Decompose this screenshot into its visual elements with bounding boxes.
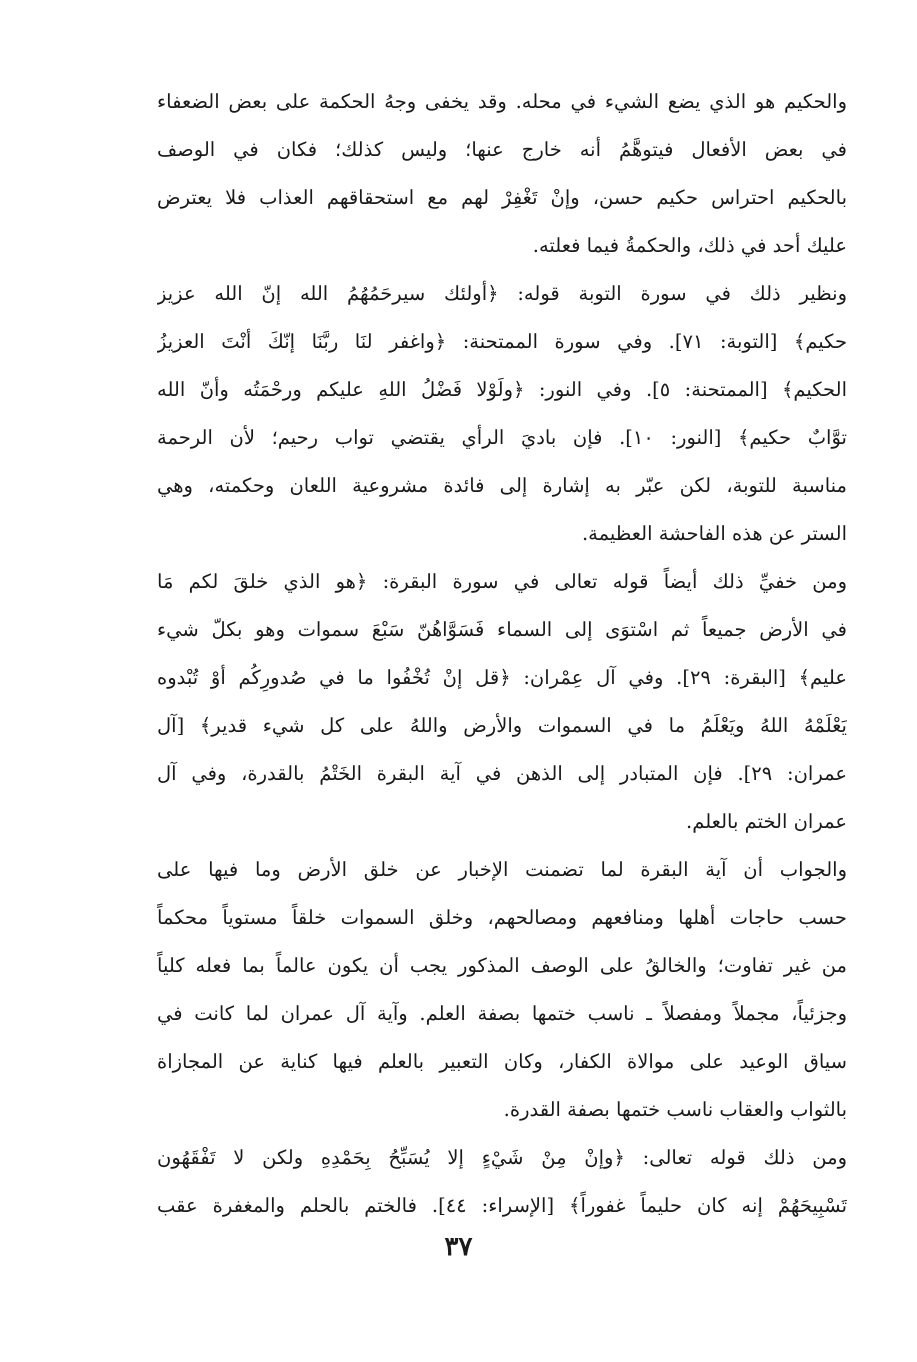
text-line: الستر عن هذه الفاحشة العظيمة. xyxy=(581,522,847,545)
paragraph-baqara-example xyxy=(157,558,847,846)
paragraph-tawba-example xyxy=(157,270,847,558)
text-line: وجزئياً، مجملاً ومفصلاً ـ ناسب ختمها بصفة العلم. وآية آل عمران لما كانت في xyxy=(157,1002,847,1025)
paragraph-answer xyxy=(157,846,847,1134)
text-line: حسب حاجات أهلها ومنافعهم ومصالحهم، وخلق السموات خلقاً مستوياً محكماً xyxy=(157,906,847,929)
text-line: بالحكيم احتراس حكيم حسن، وإنْ تَغْفِرْ لهم مع استحقاقهم العذاب فلا يعترض xyxy=(157,186,847,209)
text-line: مناسبة للتوبة، لكن عبّر به إشارة إلى فائدة مشروعية اللعان وحكمته، وهي xyxy=(157,474,847,497)
text-line: تَسْبِيحَهُمْ إنه كان حليماً غفوراً﴾ [الإسراء: ٤٤]. فالختم بالحلم والمغفرة عقب xyxy=(157,1194,847,1217)
text-line: في بعض الأفعال فيتوهَّمُ أنه خارج عنها؛ وليس كذلك؛ فكان في الوصف xyxy=(157,138,847,161)
text-line: سياق الوعيد على موالاة الكفار، وكان التعبير بالعلم فيها كناية عن المجازاة xyxy=(157,1050,847,1073)
text-line: ومن ذلك قوله تعالى: ﴿وإنْ مِنْ شَيْءٍ إلا يُسَبِّحُ بِحَمْدِهِ ولكن لا تَفْقَهُون xyxy=(157,1146,847,1169)
text-line: والحكيم هو الذي يضع الشيء في محله. وقد يخفى وجهُ الحكمة على بعض الضعفاء xyxy=(157,90,847,113)
text-line: الحكيم﴾ [الممتحنة: ٥]. وفي النور: ﴿ولَوْلا فَضْلُ اللهِ عليكم ورحْمَتُه وأنّ الله xyxy=(157,378,847,401)
text-line: بالثواب والعقاب ناسب ختمها بصفة القدرة. xyxy=(503,1098,847,1121)
text-line: عليك أحد في ذلك، والحكمةُ فيما فعلته. xyxy=(532,234,847,257)
text-line: يَعْلَمْهُ اللهُ ويَعْلَمُ ما في السموات والأرض واللهُ على كل شيء قدير﴾ [آل xyxy=(157,714,847,737)
paragraph-wise-one xyxy=(157,78,847,270)
text-line: عمران الختم بالعلم. xyxy=(686,810,847,833)
paragraph-isra-example xyxy=(157,1134,847,1230)
text-line: حكيم﴾ [التوبة: ٧١]. وفي سورة الممتحنة: ﴿واغفر لنَا ربَّنَا إنّكَ أنْتَ العزيزُ xyxy=(157,330,847,353)
text-line: عمران: ٢٩]. فإن المتبادر إلى الذهن في آية البقرة الخَتْمُ بالقدرة، وفي آل xyxy=(157,762,847,785)
text-line: عليم﴾ [البقرة: ٢٩]. وفي آل عِمْران: ﴿قل إنْ تُخْفُوا ما في صُدورِكُم أوْ تُبْدوه xyxy=(157,666,847,689)
page-number: ٣٧ xyxy=(444,1232,473,1262)
text-line: ونظير ذلك في سورة التوبة قوله: ﴿أولئك سيرحَمُهُمُ الله إنّ الله عزيز xyxy=(157,282,847,305)
text-line: توَّابٌ حكيم﴾ [النور: ١٠]. فإن باديَ الرأي يقتضي تواب رحيم؛ لأن الرحمة xyxy=(157,426,847,449)
text-line: والجواب أن آية البقرة لما تضمنت الإخبار عن خلق الأرض وما فيها على xyxy=(157,858,847,881)
text-line: من غير تفاوت؛ والخالقُ على الوصف المذكور يجب أن يكون عالماً بما فعله كلياً xyxy=(157,954,847,977)
text-line: ومن خفيِّ ذلك أيضاً قوله تعالى في سورة البقرة: ﴿هو الذي خلقَ لكم مَا xyxy=(157,570,847,593)
text-line: في الأرض جميعاً ثم اسْتوَى إلى السماء فَسَوَّاهُنّ سَبْعَ سموات وهو بكلّ شيء xyxy=(157,618,847,641)
